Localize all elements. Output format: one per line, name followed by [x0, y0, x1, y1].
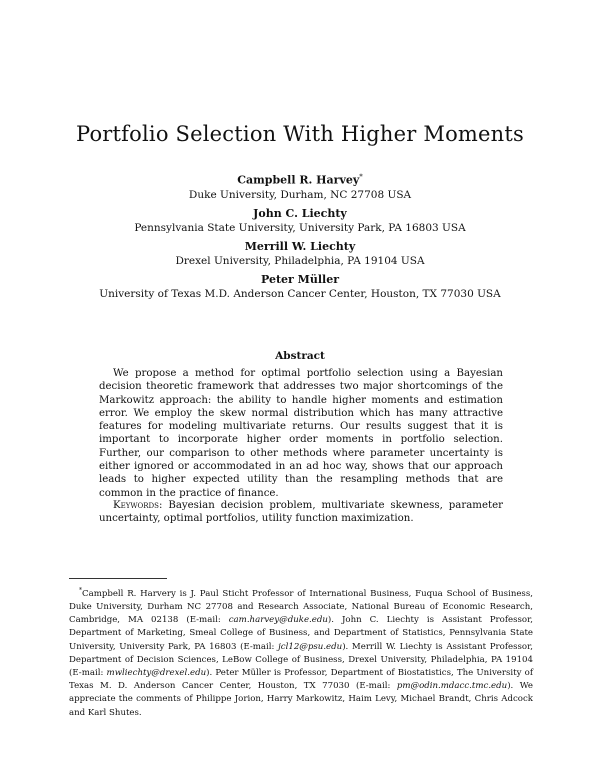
footnote-divider — [69, 578, 167, 579]
author-name: Merrill W. Liechty — [244, 239, 356, 253]
abstract-heading: Abstract — [275, 350, 325, 362]
keywords-label: Keywords: — [113, 500, 163, 511]
email-link[interactable]: jcl12@psu.edu — [278, 641, 343, 652]
email-link[interactable]: pm@odin.mdacc.tmc.edu — [396, 681, 508, 692]
author-name: Campbell R. Harvey* — [237, 173, 363, 187]
email-link[interactable]: cam.harvey@duke.edu — [228, 615, 328, 626]
abstract-text: We propose a method for optimal portfolio selection using a Bayesian decision theoretic framework that addresses two major shortcomings of the Markowitz approach: the ability to handle higher moments and estimation error. We employ the skew normal distribution which has many attractive features for modeling multivariate returns. Our results suggest that it is important to incorporate higher order moments in portfolio selection. Further, our comparison to other methods where parameter uncertainty is either ignored or accommodated in an ad hoc way, shows that our approach leads to higher expected utility than the resampling methods that are common in the practice of finance. — [99, 368, 503, 499]
paper-title: Portfolio Selection With Higher Moments — [75, 122, 525, 146]
keywords — [99, 499, 503, 526]
keywords-text: Bayesian decision problem, multivariate skewness, parameter uncertainty, optimal portfolios, utility function maximization. — [99, 500, 503, 525]
author-name: Peter Müller — [260, 272, 339, 286]
author-affiliation: Duke University, Durham, NC 27708 USA — [188, 188, 412, 201]
footnote-marker: * — [79, 587, 82, 594]
author-affiliation: Drexel University, Philadelphia, PA 19104 USA — [175, 254, 425, 267]
email-link[interactable]: mwliechty@drexel.edu — [106, 668, 207, 679]
footnote-marker: * — [359, 173, 363, 181]
author-block — [0, 170, 600, 306]
author-name: John C. Liechty — [253, 206, 347, 220]
author-affiliation: Pennsylvania State University, University Park, PA 16803 USA — [134, 221, 466, 234]
author-affiliation: University of Texas M.D. Anderson Cancer Center, Houston, TX 77030 USA — [99, 287, 501, 300]
footnote: *Campbell R. Harvery is J. Paul Sticht Professor of International Business, Fuqua School of Business, Duke University, Durham NC 27708 and Research Associate, National Bureau of Economic Research, Cambridge, MA 02138 (E-mail: cam.harvey@duke.edu). John C. Liechty is Assistant Professor, Department of Marketing, Smeal College of Business, and Department of Statistics, Pennsylvania State University, University Park, PA 16803 (E-mail: jcl12@psu.edu). Merrill W. Liechty is Assistant Professor, Department of Decision Sciences, LeBow College of Business, Drexel University, Philadelphia, PA 19104 (E-mail: mwliechty@drexel.edu). Peter Müller is Professor, Department of Biostatistics, The University of Texas M. D. Anderson Cancer Center, Houston, TX 77030 (E-mail: pm@odin.mdacc.tmc.edu). We appreciate the comments of Philippe Jorion, Harry Markowitz, Haim Levy, Michael Brandt, Chris Adcock and Karl Shutes. — [69, 587, 534, 718]
